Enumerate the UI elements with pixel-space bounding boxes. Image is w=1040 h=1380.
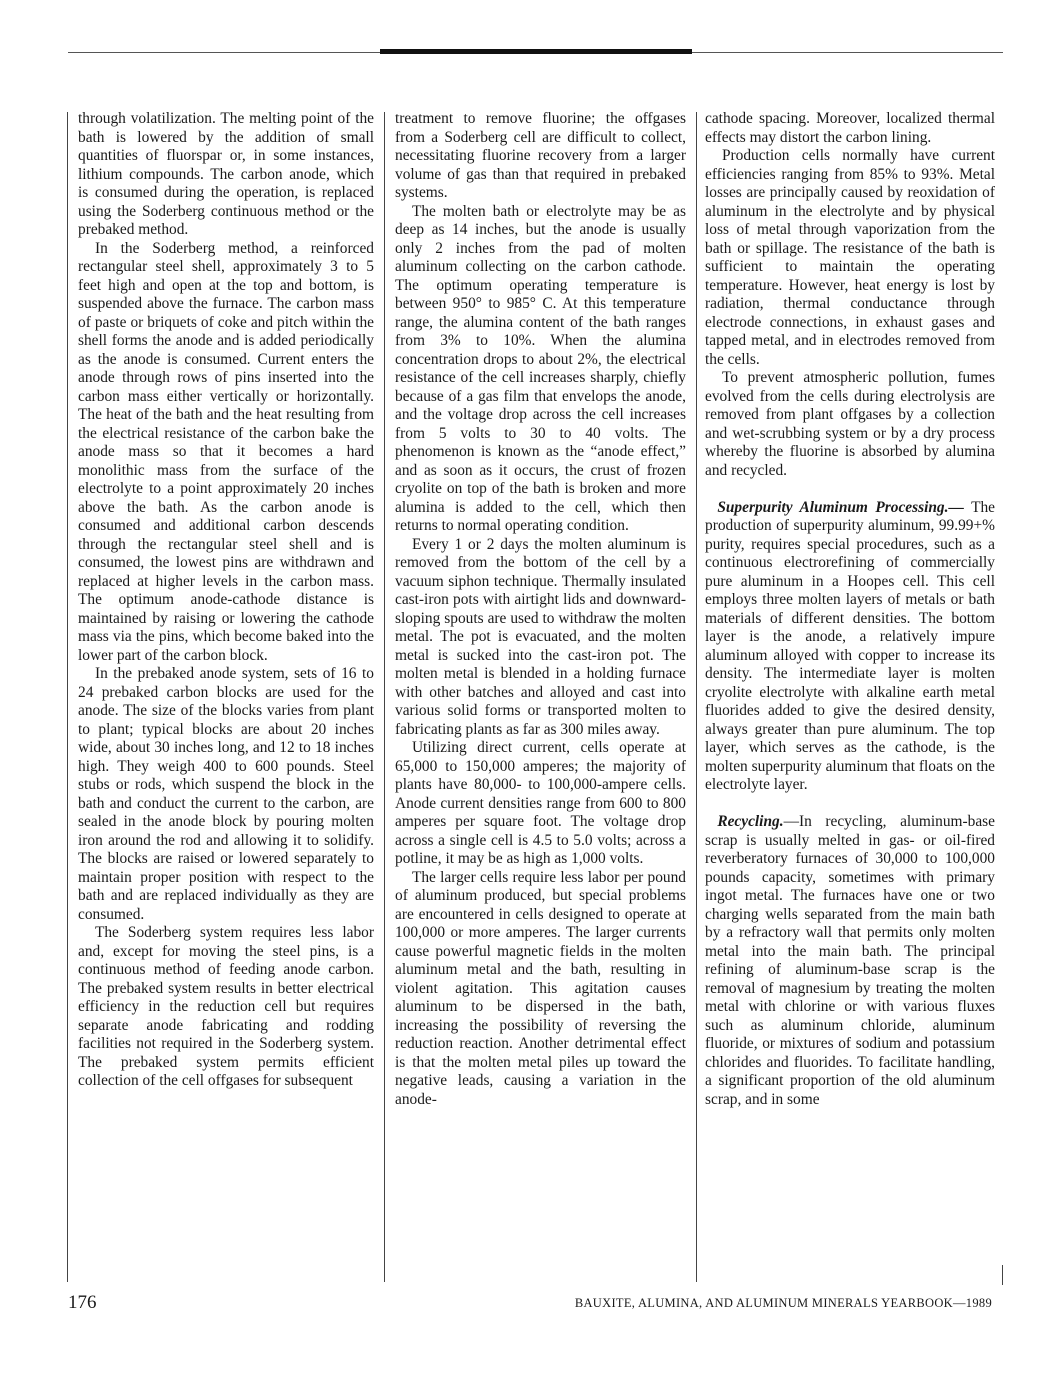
paragraph: treatment to remove fluorine; the offgases from a Soderberg cell are difficult to collect, necessitating fluorine recovery from a larger volume of gas than that required in prebaked systems. <box>395 110 686 201</box>
paragraph: through volatilization. The melting point of the bath is lowered by the addition of small quantities of fluorspar or, in some instances, lithium compounds. The carbon anode, which is consumed during the operation, is replaced using the Soderberg continuous method or the prebaked method. <box>78 110 374 238</box>
section-text: —In recycling, aluminum-base scrap is usually melted in gas- or oil-fired reverberatory furnaces of 30,000 to 100,000 pounds capacity, sometimes with primary ingot metal. The furnaces have one or two charging wells separated from the main bath by a refractory wall that permits only molten metal into the main bath. The principal refining of aluminum-base scrap is the removal of magnesium by treating the molten metal with chlorine or with various fluxes such as aluminum chloride, aluminum fluoride, or mixtures of sodium and potassium chlorides and fluorides. To facilitate handling, a significant proportion of the old aluminum scrap, and in some <box>705 813 995 1108</box>
paragraph: Utilizing direct current, cells operate at 65,000 to 150,000 amperes; the majority of plants have 80,000- to 100,000-ampere cells. Anode current densities range from 600 to 800 amperes per square foot. The voltage drop across a single cell is 4.5 to 5.0 volts; across a potline, it may be as high as 1,000 volts. <box>395 739 686 867</box>
paragraph: Production cells normally have current efficiencies ranging from 85% to 93%. Metal losses are principally caused by reoxidation of aluminum in the electrolyte and by physical loss of metal through vaporization from the bath or spillage. The resistance of the bath is sufficient to maintain the operating temperature. However, heat energy is lost by radiation, thermal conductance through electrode connections, in exhaust gases and tapped metal, and in electrodes removed from the cells. <box>705 147 995 368</box>
paragraph: The molten bath or electrolyte may be as deep as 14 inches, but the anode is usually only 2 inches from the pad of molten aluminum collecting on the carbon cathode. The optimum operating temperature is between 950° to 985° C. At this temperature range, the alumina content of the bath ranges from 3% to 10%. When the alumina concentration drops to about 2%, the electrical resistance of the cell increases sharply, chiefly because of a gas film that envelops the anode, and the voltage drop across the cell increases from 5 volts to 30 to 40 volts. The phenomenon is known as the “anode effect,” and as soon as it occurs, the crust of frozen cryolite on top of the bath is broken and more alumina is added to the cell, which then returns to normal operating condition. <box>395 202 686 534</box>
paragraph: The larger cells require less labor per pound of aluminum produced, but special problems are encountered in cells designed to operate at 100,000 or more amperes. The larger currents cause powerful magnetic fields in the molten aluminum metal and the bath, resulting in violent agitation. This agitation causes aluminum to be dispersed in the bath, increasing the possibility of reversing the reduction reaction. Another detrimental effect is that the molten metal piles up toward the negative leads, causing a variation in the anode- <box>395 868 686 1108</box>
paragraph: The Soderberg system requires less labor and, except for moving the steel pins, is a continuous method of feeding anode carbon. The prebaked system results in better electrical efficiency in the reduction cell but requires separate anode fabricating and rodding facilities not required in the Soderberg system. The prebaked system permits efficient collection of the cell offgases for subsequent <box>78 924 374 1089</box>
section-recycling <box>705 813 995 1109</box>
text-column-3 <box>705 110 995 1285</box>
paragraph: Every 1 or 2 days the molten aluminum is removed from the bottom of the cell by a vacuum siphon technique. Thermally insulated cast-iron pots with airtight lids and downward-sloping spouts are used to withdraw the molten metal. The pot is evacuated, and the molten metal is sucked into the cast-iron pot. The molten metal is blended in a holding furnace with other batches and alloyed and cast into various solid forms or transported molten to fabricating plants as far as 300 miles away. <box>395 535 686 738</box>
column-divider <box>1002 1265 1003 1285</box>
text-column-2 <box>395 110 686 1285</box>
section-text: The production of superpurity aluminum, 99.99+% purity, requires special procedures, such as a continuous electrorefining of commercially pure aluminum in a Hoopes cell. This cell employs three molten layers of metals or bath materials of different densities. The bottom layer is the anode, a relatively impure aluminum alloyed with copper to increase its density. The intermediate layer is molten cryolite electrolyte with alkaline earth metal fluorides added to give the desired density, always greater than pure aluminum. The top layer, which serves as the cathode, is the molten superpurity aluminum that floats on the electrolyte layer. <box>705 498 995 793</box>
page-number: 176 <box>68 1292 97 1313</box>
paragraph: To prevent atmospheric pollution, fumes evolved from the cells during electrolysis are removed from plant offgases by a collection and wet-scrubbing system or by a dry process whereby the fluorine is absorbed by alumina and recycled. <box>705 369 995 479</box>
paragraph: In the prebaked anode system, sets of 16 to 24 prebaked carbon blocks are used for the anode. The size of the blocks varies from plant to plant; typical blocks are about 20 inches wide, about 30 inches long, and 12 to 18 inches high. They weigh 400 to 600 pounds. Steel stubs or rods, which suspend the block in the bath and conduct the current to the carbon, are sealed in the anode block by pouring molten iron around the rod and allowing it to solidify. The blocks are raised or lowered separately to maintain proper position with respect to the bath and are replaced individually as they are consumed. <box>78 665 374 923</box>
section-heading: Recycling. <box>717 813 784 830</box>
column-divider <box>67 112 68 1282</box>
column-divider <box>384 112 385 1282</box>
text-column-1 <box>78 110 374 1285</box>
paragraph: cathode spacing. Moreover, localized thermal effects may distort the carbon lining. <box>705 110 995 146</box>
paragraph: In the Soderberg method, a reinforced rectangular steel shell, approximately 3 to 5 feet high and open at the top and bottom, is suspended above the furnace. The carbon mass of paste or briquets of coke and pitch within the shell forms the anode and is added periodically as the anode is consumed. Current enters the anode through rows of pins inserted into the carbon mass either vertically or horizontally. The heat of the bath and the heat resulting from the electrical resistance of the carbon bake the anode mass so that it becomes a hard monolithic mass from the surface of the electrolyte to a point approximately 20 inches above the bath. As the carbon anode is consumed and additional carbon descends through the rectangular steel shell and is consumed, the lowest pins are withdrawn and replaced at higher levels in the carbon mass. The optimum anode-cathode distance is maintained by raising or lowering the cathode mass via the pins, which become baked into the lower part of the carbon block. <box>78 239 374 664</box>
section-superpurity <box>705 499 995 795</box>
section-heading: Superpurity Aluminum Processing.— <box>717 498 964 516</box>
running-footer: BAUXITE, ALUMINA, AND ALUMINUM MINERALS YEARBOOK—1989 <box>574 1296 992 1310</box>
column-divider <box>696 112 697 1282</box>
header-rule-accent <box>380 49 692 54</box>
